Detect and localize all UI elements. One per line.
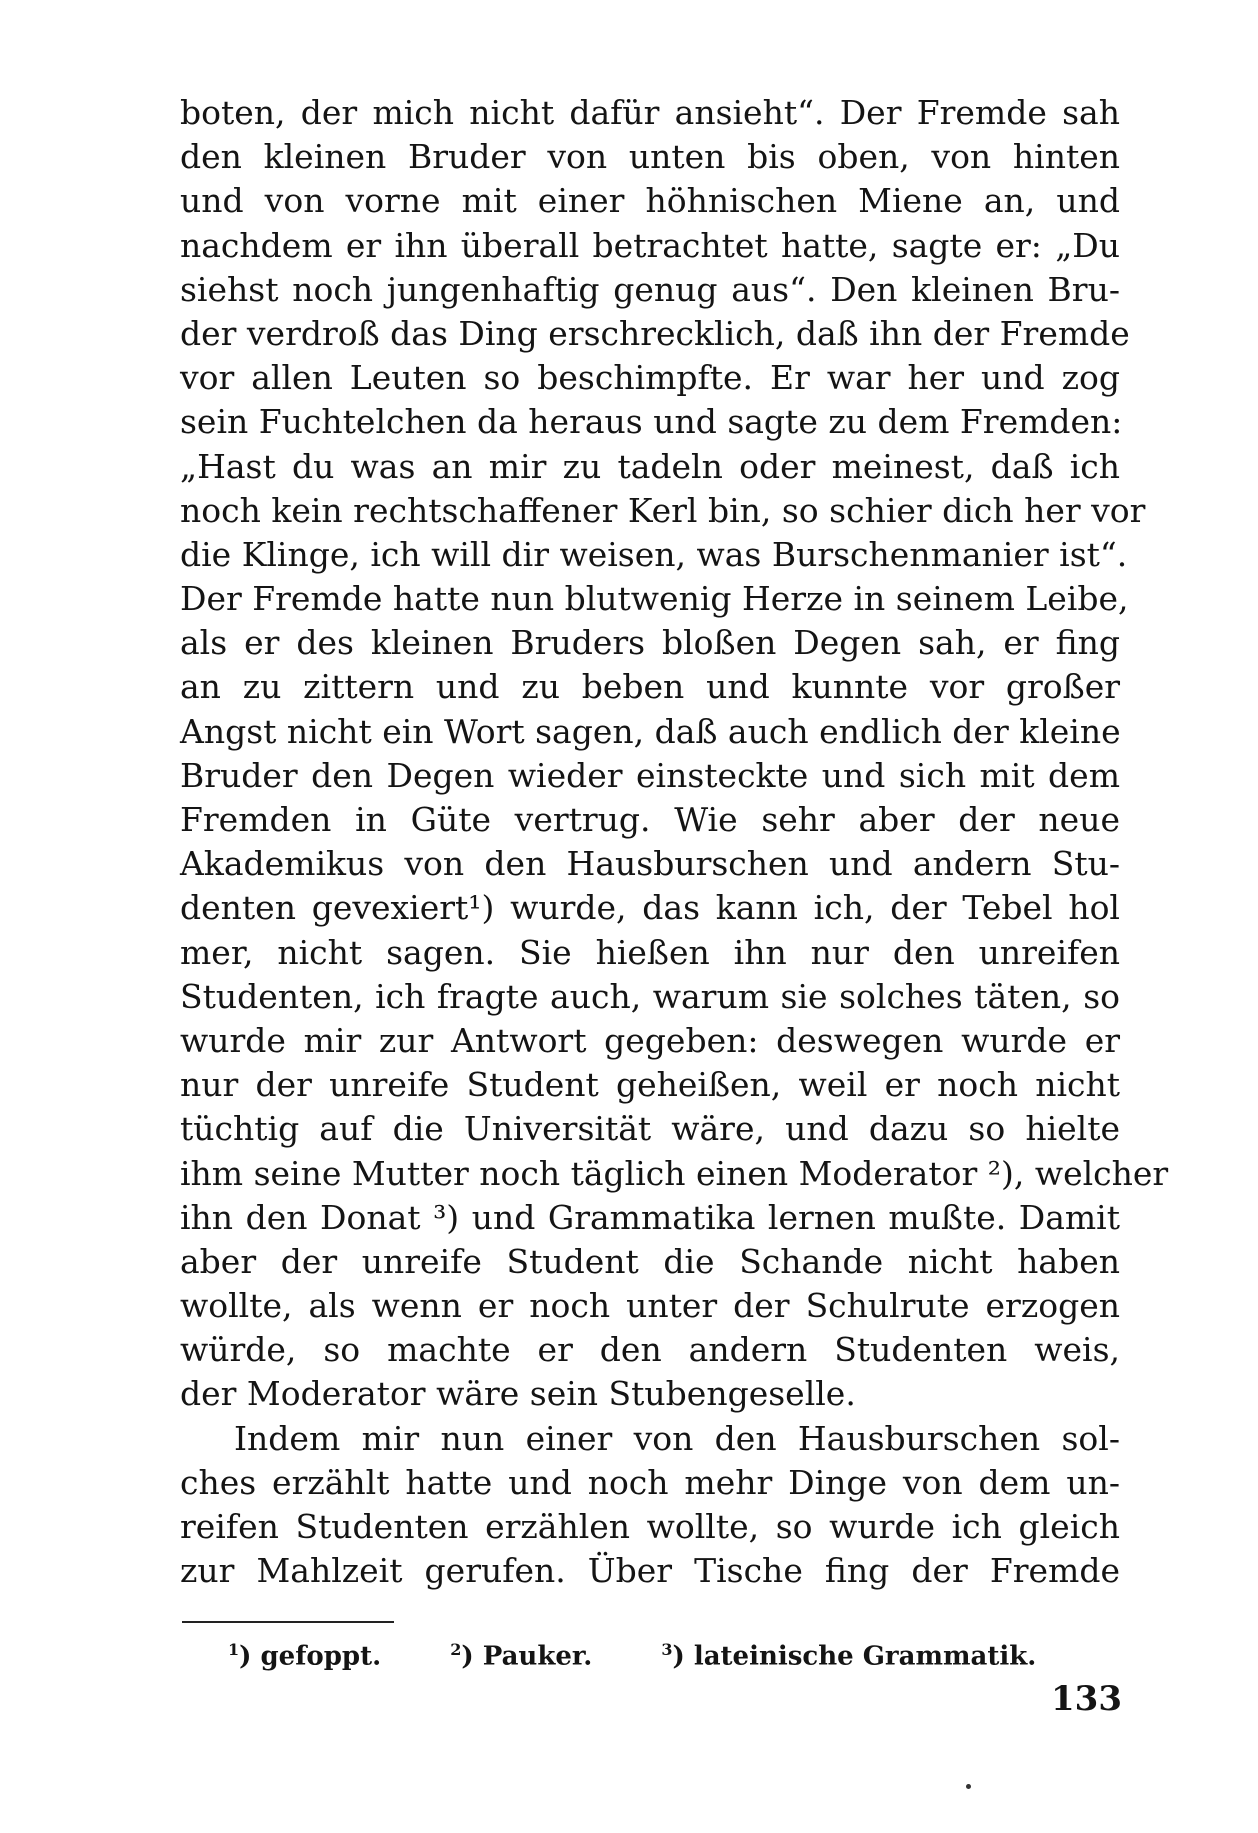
text-line: denten gevexiert¹) wurde, das kann ich, der Tebel hol [180,888,1120,928]
text-line: Fremden in Güte vertrug. Wie sehr aber der neue [180,800,1120,839]
text-line: Akademikus von den Hausburschen und andern Stu- [180,844,1120,884]
text-line: tüchtig auf die Universität wäre, und dazu so hielte [180,1109,1120,1149]
text-line: vor allen Leuten so beschimpfte. Er war her und zog [180,358,1120,398]
body-text [180,91,1169,1593]
text-line: an zu zittern und zu beben und kunnte vor großer [180,667,1120,707]
text-line: wurde mir zur Antwort gegeben: deswegen wurde er [180,1020,1120,1060]
page-number: 133 [1051,1679,1122,1719]
text-line: wollte, als wenn er noch unter der Schulrute erzogen [180,1286,1120,1326]
text-line: nachdem er ihn überall betrachtet hatte, sagte er: „Du [180,225,1120,265]
text-line: sein Fuchtelchen da heraus und sagte zu dem Fremden: [180,402,1123,442]
text-line: ihm seine Mutter noch täglich einen Moderator ²), welcher [180,1153,1169,1193]
footnote-mark: 2 [450,1640,462,1659]
text-line: Angst nicht ein Wort sagen, daß auch endlich der kleine [180,711,1121,751]
text-line: der verdroß das Ding erschrecklich, daß ihn der Fremde [180,313,1130,353]
text-line: Bruder den Degen wieder einsteckte und sich mit dem [180,755,1120,795]
text-line: Studenten, ich fragte auch, warum sie solches täten, so [180,976,1120,1016]
text-line: nur der unreife Student geheißen, weil er noch nicht [180,1065,1120,1105]
text-line: ches erzählt hatte und noch mehr Dinge von dem un- [180,1462,1120,1502]
ink-speck [966,1784,971,1789]
footnote-1 [228,1632,381,1675]
footnote-mark: 3 [661,1640,673,1659]
footnote-divider [182,1621,394,1623]
paragraph-end-line: der Moderator wäre sein Stubengeselle. [180,1374,856,1414]
text-line: reifen Studenten erzählen wollte, so wurde ich gleich [180,1507,1120,1546]
text-line: noch kein rechtschaffener Kerl bin, so schier dich her vor [180,490,1146,530]
text-line: den kleinen Bruder von unten bis oben, von hinten [180,137,1120,177]
text-line: aber der unreife Student die Schande nicht haben [180,1241,1120,1281]
footnote-text: ) Pauker. [461,1641,593,1672]
footnote-text: ) lateinische Grammatik. [672,1641,1037,1672]
paragraph-start-line: Indem mir nun einer von den Hausburschen sol- [234,1418,1120,1458]
text-line: zur Mahlzeit gerufen. Über Tische fing der Fremde [180,1551,1120,1591]
text-line: als er des kleinen Bruders bloßen Degen sah, er fing [180,623,1120,663]
footnote-mark: 1 [228,1640,240,1659]
text-line: siehst noch jungenhaftig genug aus“. Den kleinen Bru- [180,269,1120,309]
text-line: ihn den Donat ³) und Grammatika lernen mußte. Damit [180,1197,1120,1237]
footnote-2 [450,1632,592,1675]
text-line: würde, so machte er den andern Studenten weis, [180,1330,1120,1370]
footnote-3 [661,1632,1036,1675]
text-line: „Hast du was an mir zu tadeln oder meinest, daß ich [180,446,1120,486]
text-line: mer, nicht sagen. Sie hießen ihn nur den unreifen [180,932,1120,972]
footnote-text: ) gefoppt. [239,1641,382,1672]
text-line: und von vorne mit einer höhnischen Miene an, und [180,181,1120,221]
footnotes [228,1632,1108,1675]
text-line: boten, der mich nicht dafür ansieht“. Der Fremde sah [180,93,1120,132]
text-line: Der Fremde hatte nun blutwenig Herze in seinem Leibe, [180,579,1129,619]
text-line: die Klinge, ich will dir weisen, was Burschenmanier ist“. [180,534,1128,574]
